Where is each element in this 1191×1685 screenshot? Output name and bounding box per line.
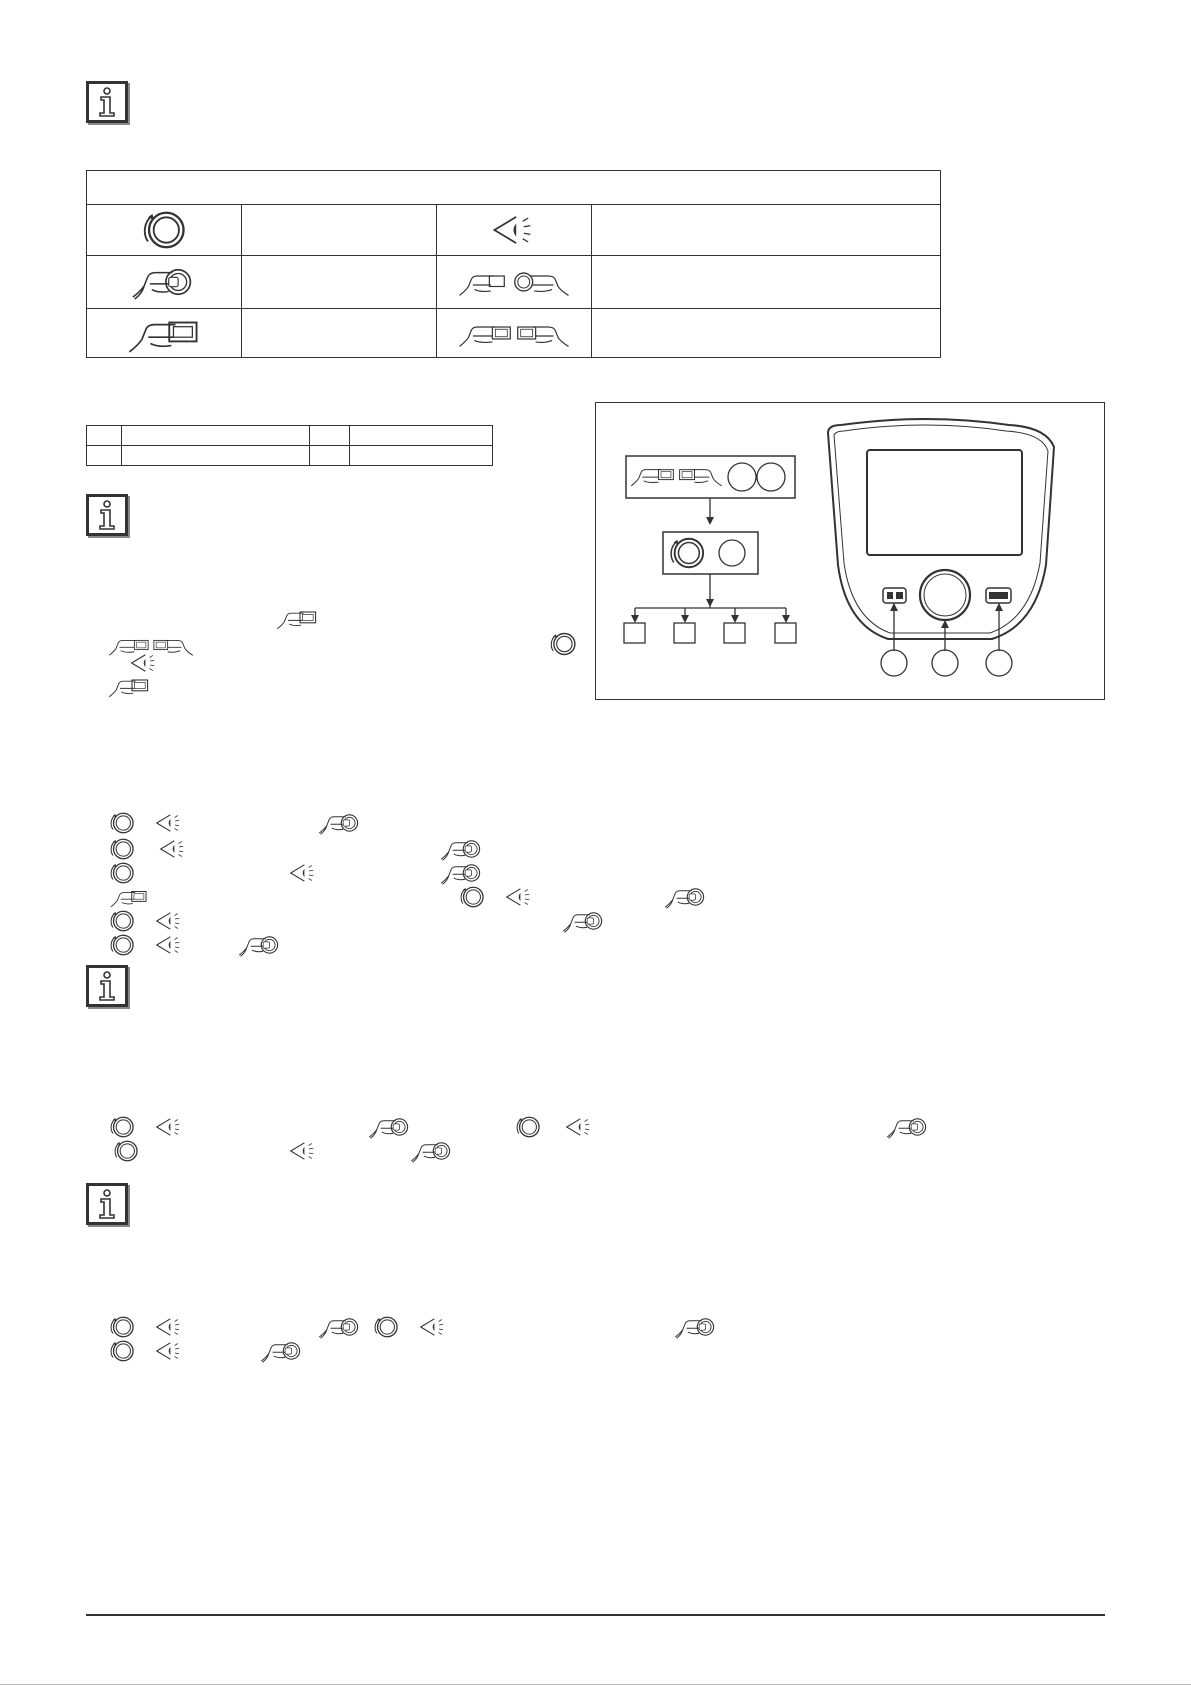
control-panel-illustration (596, 403, 1104, 699)
table-row (87, 446, 493, 466)
rotate-knob-icon (108, 810, 136, 836)
rotate-knob-icon (112, 1138, 140, 1164)
look-display-icon (418, 1316, 448, 1338)
key-cell (350, 446, 493, 466)
press-button-icon (276, 606, 318, 630)
press-button-and-knob-icon (458, 264, 570, 300)
press-knob-icon (238, 932, 282, 958)
press-knob-icon (674, 1314, 718, 1340)
key-cell (310, 426, 350, 446)
legend-text-cell (242, 309, 437, 358)
rotate-knob-icon (548, 630, 578, 658)
rotate-knob-icon (108, 932, 136, 958)
press-knob-icon (368, 1114, 412, 1140)
legend-text-cell (242, 205, 437, 256)
look-display-icon (288, 1140, 318, 1162)
look-display-icon (154, 812, 184, 834)
look-display-icon (154, 1340, 184, 1362)
press-knob-icon (318, 1314, 362, 1340)
press-knob-icon (131, 263, 197, 301)
rotate-knob-icon (108, 908, 136, 934)
key-cell (122, 426, 310, 446)
key-cell (87, 446, 122, 466)
look-display-icon (154, 934, 184, 956)
press-knob-icon (664, 884, 708, 910)
legend-icon-cell (437, 309, 592, 358)
key-cell (87, 426, 122, 446)
legend-header-cell (87, 171, 941, 205)
rotate-knob-icon (108, 836, 136, 862)
look-display-icon (154, 910, 184, 932)
table-row (87, 256, 941, 309)
info-icon (86, 1183, 128, 1225)
press-knob-icon (562, 908, 606, 934)
rotate-knob-icon (108, 1314, 136, 1340)
table-row (87, 205, 941, 256)
rotate-knob-icon (108, 860, 136, 886)
look-display-icon (158, 838, 188, 860)
footer-rule (86, 1614, 1105, 1616)
table-row (87, 426, 493, 446)
rotate-knob-icon (108, 1114, 136, 1140)
press-knob-icon (440, 860, 484, 886)
press-knob-icon (440, 836, 484, 862)
legend-icon-cell (437, 256, 592, 309)
legend-icon-cell (87, 256, 242, 309)
control-panel-diagram (595, 402, 1105, 700)
look-display-icon (154, 1316, 184, 1338)
press-knob-icon (410, 1138, 454, 1164)
key-cell (350, 426, 493, 446)
legend-text-cell (242, 256, 437, 309)
info-icon (86, 965, 128, 1007)
legend-text-cell (592, 205, 941, 256)
key-table (86, 425, 493, 466)
look-display-icon (154, 1116, 184, 1138)
press-knob-icon (886, 1114, 930, 1140)
press-two-buttons-icon (458, 315, 570, 351)
look-display-icon (504, 886, 534, 908)
info-icon (86, 81, 128, 123)
rotate-knob-icon (140, 207, 188, 253)
press-button-icon (108, 886, 150, 908)
press-button-icon (108, 674, 150, 698)
press-button-icon (127, 312, 201, 354)
legend-text-cell (592, 256, 941, 309)
table-row (87, 309, 941, 358)
look-display-icon (128, 652, 160, 674)
legend-text-cell (592, 309, 941, 358)
press-knob-icon (260, 1338, 304, 1364)
key-cell (310, 446, 350, 466)
legend-icon-cell (437, 205, 592, 256)
rotate-knob-icon (458, 884, 486, 910)
rotate-knob-icon (372, 1314, 400, 1340)
key-cell (122, 446, 310, 466)
rotate-knob-icon (108, 1338, 136, 1364)
legend-icon-cell (87, 309, 242, 358)
look-display-icon (288, 862, 318, 884)
look-display-icon (490, 212, 538, 248)
legend-icon-cell (87, 205, 242, 256)
info-icon (86, 494, 128, 536)
icon-legend-table (86, 170, 941, 358)
rotate-knob-icon (514, 1114, 542, 1140)
press-knob-icon (318, 810, 362, 836)
look-display-icon (564, 1116, 594, 1138)
